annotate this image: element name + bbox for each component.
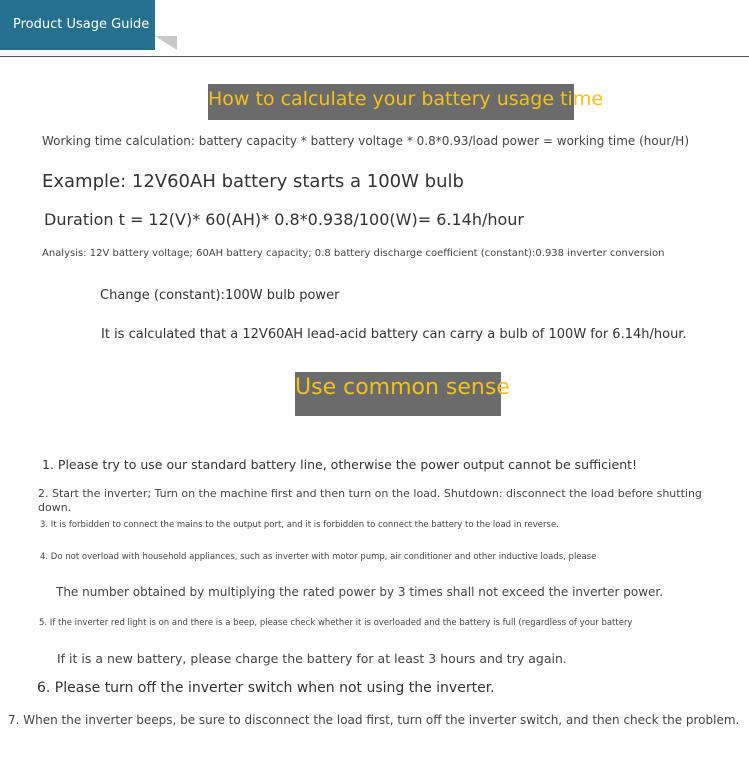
change-text: Change (constant):100W bulb power — [100, 288, 340, 303]
list-item: If it is a new battery, please charge the battery for at least 3 hours and try again. — [57, 651, 567, 666]
list-item: 5. If the inverter red light is on and there is a beep, please check whether it is overloaded and the battery is full (regardless of your battery — [39, 618, 633, 628]
guide-tab: Product Usage Guide — [0, 0, 155, 50]
duration-formula: Duration t = 12(V)* 60(AH)* 0.8*0.938/100(W)= 6.14h/hour — [44, 210, 524, 229]
list-item: 6. Please turn off the inverter switch when not using the inverter. — [37, 680, 495, 696]
analysis-text: Analysis: 12V battery voltage; 60AH battery capacity; 0.8 battery discharge coefficient (constant):0.938 inverter conversion — [42, 248, 665, 259]
list-item: The number obtained by multiplying the rated power by 3 times shall not exceed the inverter power. — [56, 585, 664, 599]
list-item: 4. Do not overload with household appliances, such as inverter with motor pump, air conditioner and other inductive loads, please — [40, 552, 597, 562]
header-divider — [0, 56, 749, 57]
section-banner-common-sense: Use common sense — [295, 372, 501, 416]
formula-text: Working time calculation: battery capacity * battery voltage * 0.8*0.93/load power = working time (hour/H) — [42, 134, 690, 148]
tab-shadow — [155, 36, 177, 50]
result-text: It is calculated that a 12V60AH lead-acid battery can carry a bulb of 100W for 6.14h/hour. — [101, 327, 687, 342]
list-item: 3. It is forbidden to connect the mains to the output port, and it is forbidden to connect the battery to the load in reverse. — [40, 520, 559, 530]
list-item: 7. When the inverter beeps, be sure to disconnect the load first, turn off the inverter switch, and then check the problem. — [8, 713, 740, 727]
example-title: Example: 12V60AH battery starts a 100W bulb — [42, 171, 464, 192]
section-banner-calculation: How to calculate your battery usage time — [208, 84, 574, 120]
list-item: 1. Please try to use our standard battery line, otherwise the power output cannot be sufficient! — [42, 457, 638, 472]
list-item: 2. Start the inverter; Turn on the machine first and then turn on the load. Shutdown: disconnect the load before shutting down. — [38, 487, 702, 514]
